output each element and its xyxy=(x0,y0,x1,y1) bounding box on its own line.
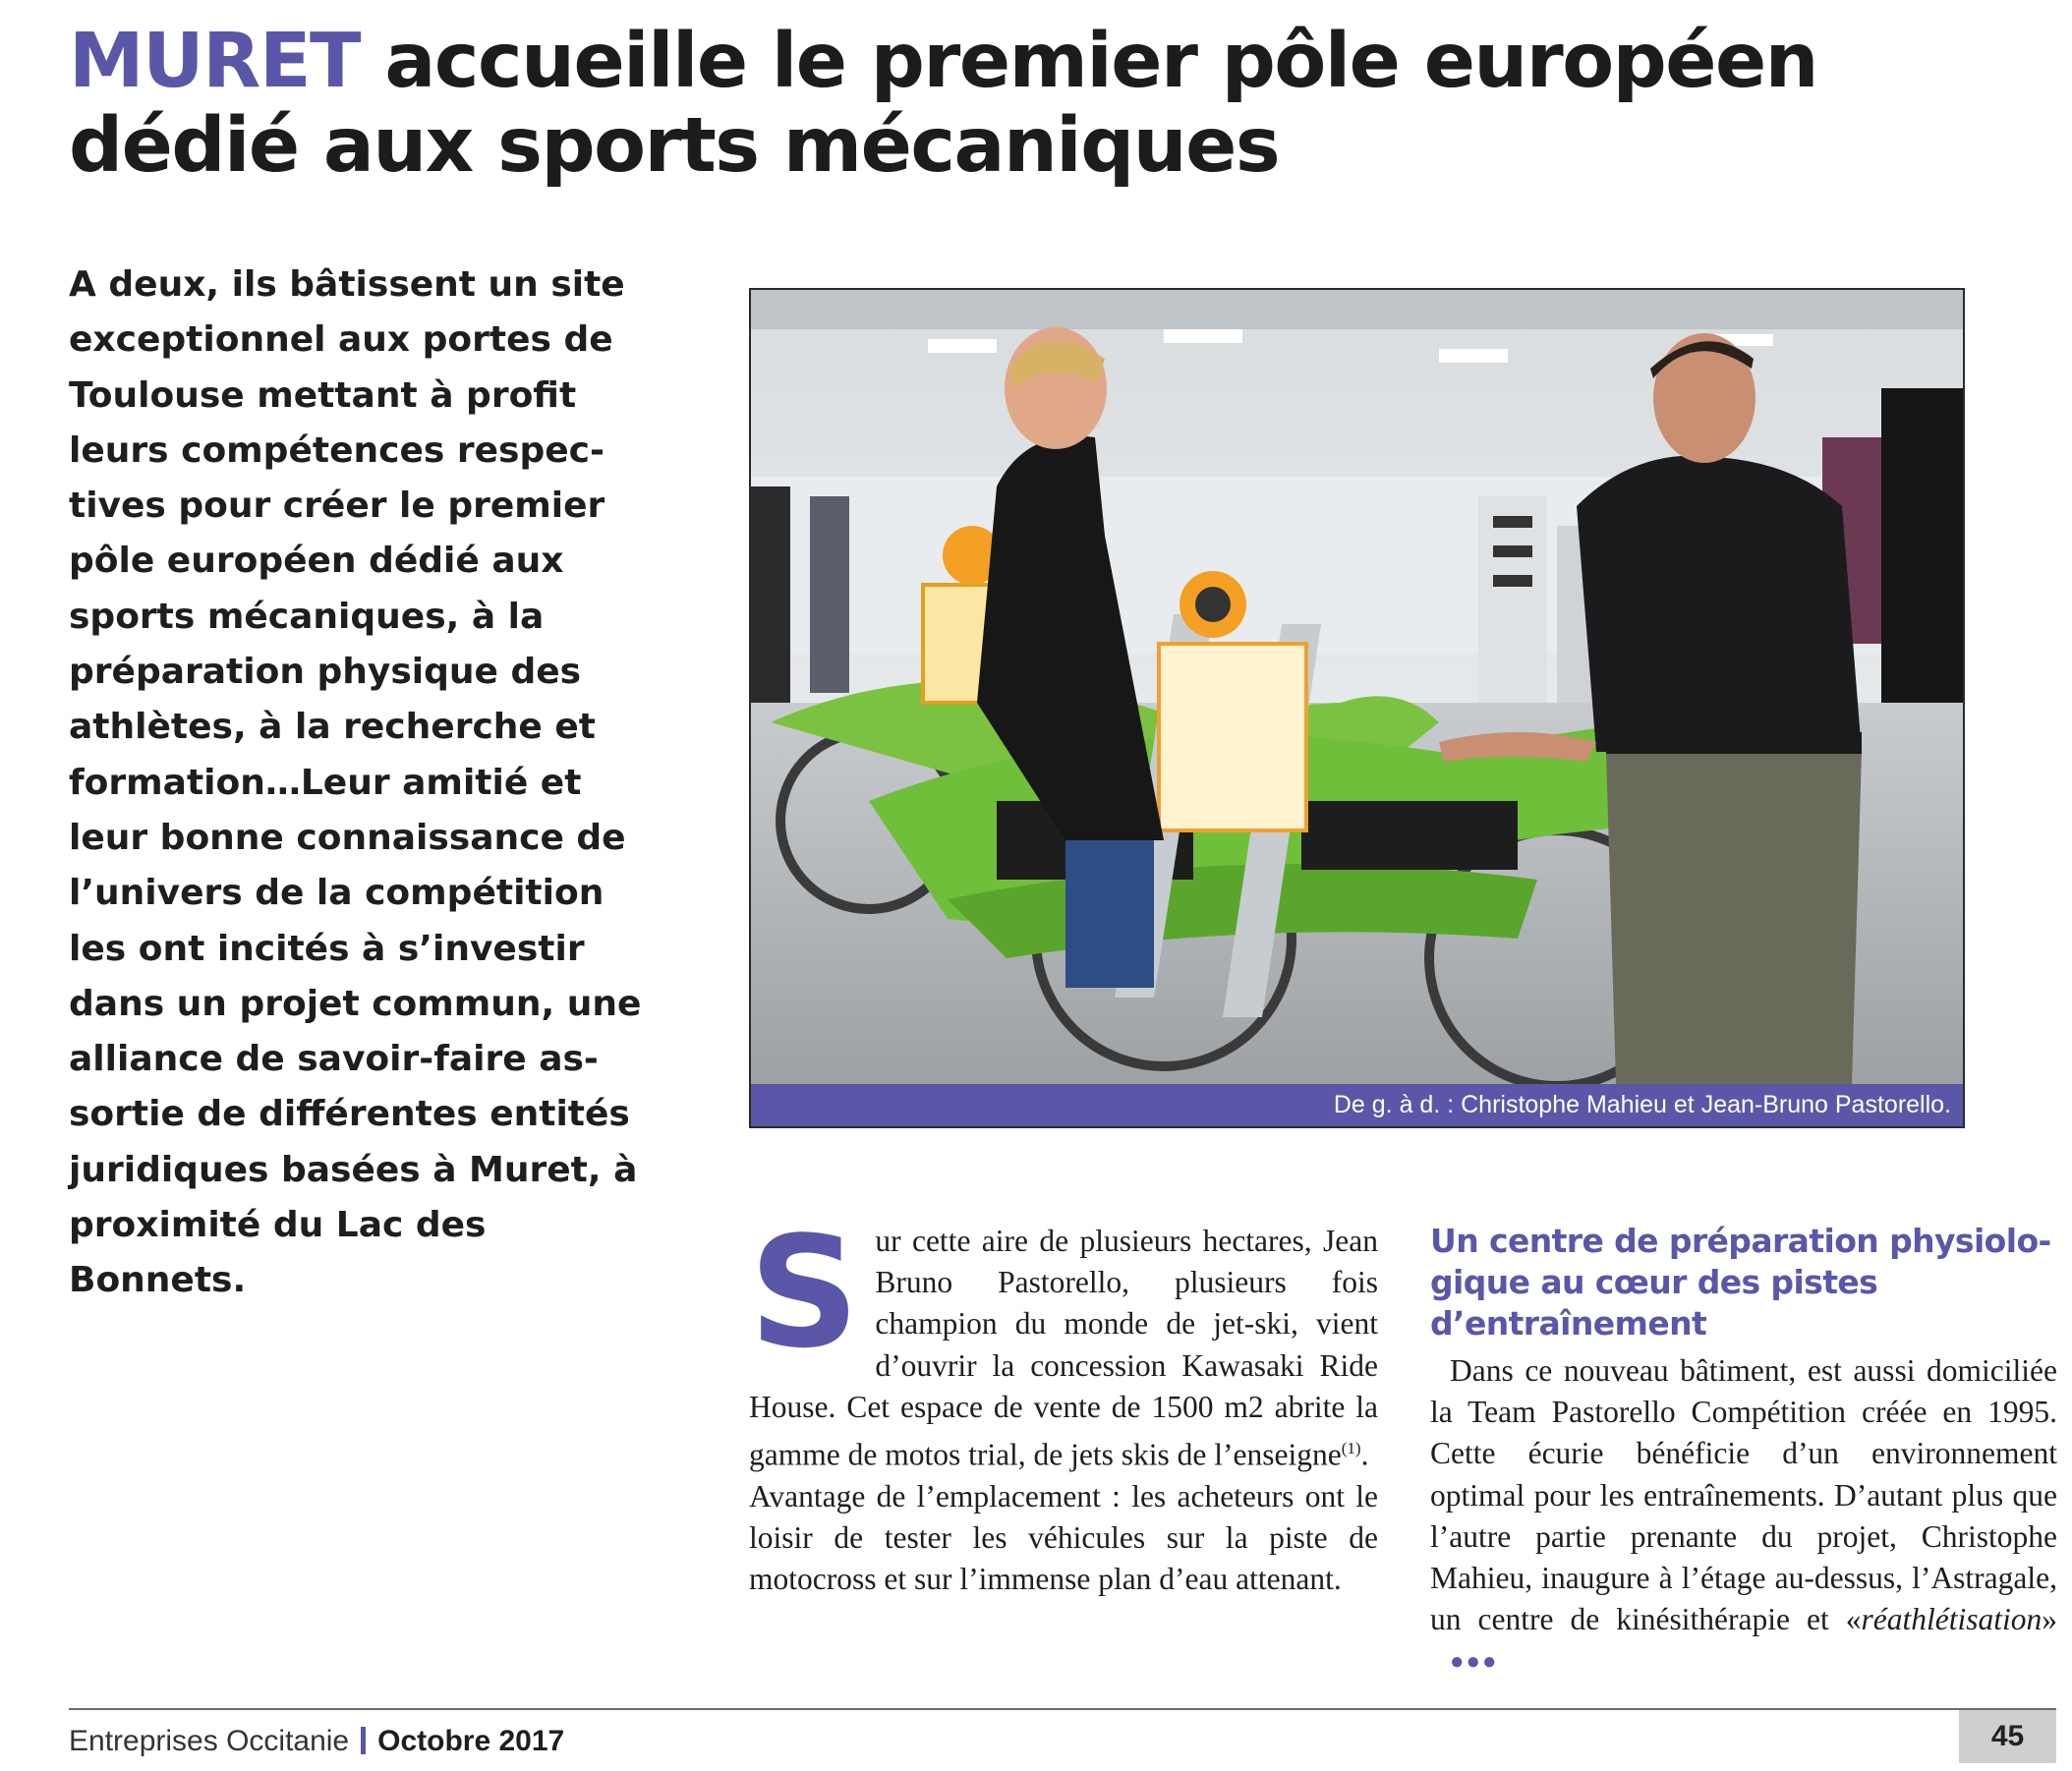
headline xyxy=(69,20,2025,189)
continue-dots-icon: ●●● xyxy=(1450,1649,1499,1676)
column2-paragraph xyxy=(1430,1350,2057,1684)
column2-end: » xyxy=(2042,1602,2057,1637)
article-photo xyxy=(749,288,1965,1128)
footer-divider xyxy=(69,1708,2056,1710)
drop-cap: S xyxy=(749,1203,860,1382)
column1-paragraph-1-end: . xyxy=(1360,1437,1369,1472)
footnote-mark: (1) xyxy=(1341,1439,1361,1458)
showroom-photo-illustration xyxy=(751,290,1963,1084)
page-number: 45 xyxy=(1959,1710,2056,1763)
publication-name: Entreprises Occitanie xyxy=(69,1725,350,1757)
footer-publication-line xyxy=(69,1722,564,1761)
article-column-1 xyxy=(749,1203,1378,1600)
photo-caption: De g. à d. : Christophe Mahieu et Jean-Bruno Pastorello. xyxy=(751,1084,1963,1126)
headline-rest: accueille le premier pôle européen dédié aux sports mécaniques xyxy=(69,18,1817,190)
column1-paragraph-1-text: ur cette aire de plusieurs hectares, Jean Bruno Pastorello, plusieurs fois champion du monde de jet-ski, vient d’ouvrir la concession Kawasaki Ride House. Cet espace de vente de 1500 m2 abrite la gamme de motos trial, de jets skis de l’enseigne xyxy=(749,1224,1378,1472)
footer-separator xyxy=(361,1727,366,1754)
column2-text: Dans ce nouveau bâtiment, est aussi domiciliée la Team Pastorello Compétition créée en 1995. Cette écurie bénéficie d’un environnement optimal pour les entraînements. D’autant plus que l’autre partie prenante du projet, Christophe Mahieu, inaugure à l’étage au-dessus, l’Astragale, un centre de kinésithérapie et « xyxy=(1430,1353,2057,1637)
column2-italic: réathlétisation xyxy=(1861,1602,2043,1637)
lead-paragraph: A deux, ils bâtissent un site exceptionnel aux portes de Toulouse mettant à profit leurs compétences respectives pour créer le premier pôle européen dédié aux sports mécaniques, à la préparation physique des athlètes, à la recherche et formation…Leur amitié et leur bonne connaissance de l’univers de la compétition les ont incités à s’investir dans un projet commun, une alliance de savoir-faire assortie de différentes entités juridiques basées à Muret, à proximité du Lac des Bonnets. xyxy=(69,264,642,1301)
column1-paragraph-2: Avantage de l’emplacement : les acheteurs ont le loisir de tester les véhicules sur la piste de motocross et sur l’immense plan d’eau attenant. xyxy=(749,1478,1378,1597)
issue-date: Octobre 2017 xyxy=(377,1725,565,1757)
article-column-2 xyxy=(1430,1221,2057,1684)
section-subhead: Un centre de préparation physiologique au cœur des pistes d’entraînement xyxy=(1430,1222,2052,1343)
headline-accent: MURET xyxy=(69,18,361,105)
